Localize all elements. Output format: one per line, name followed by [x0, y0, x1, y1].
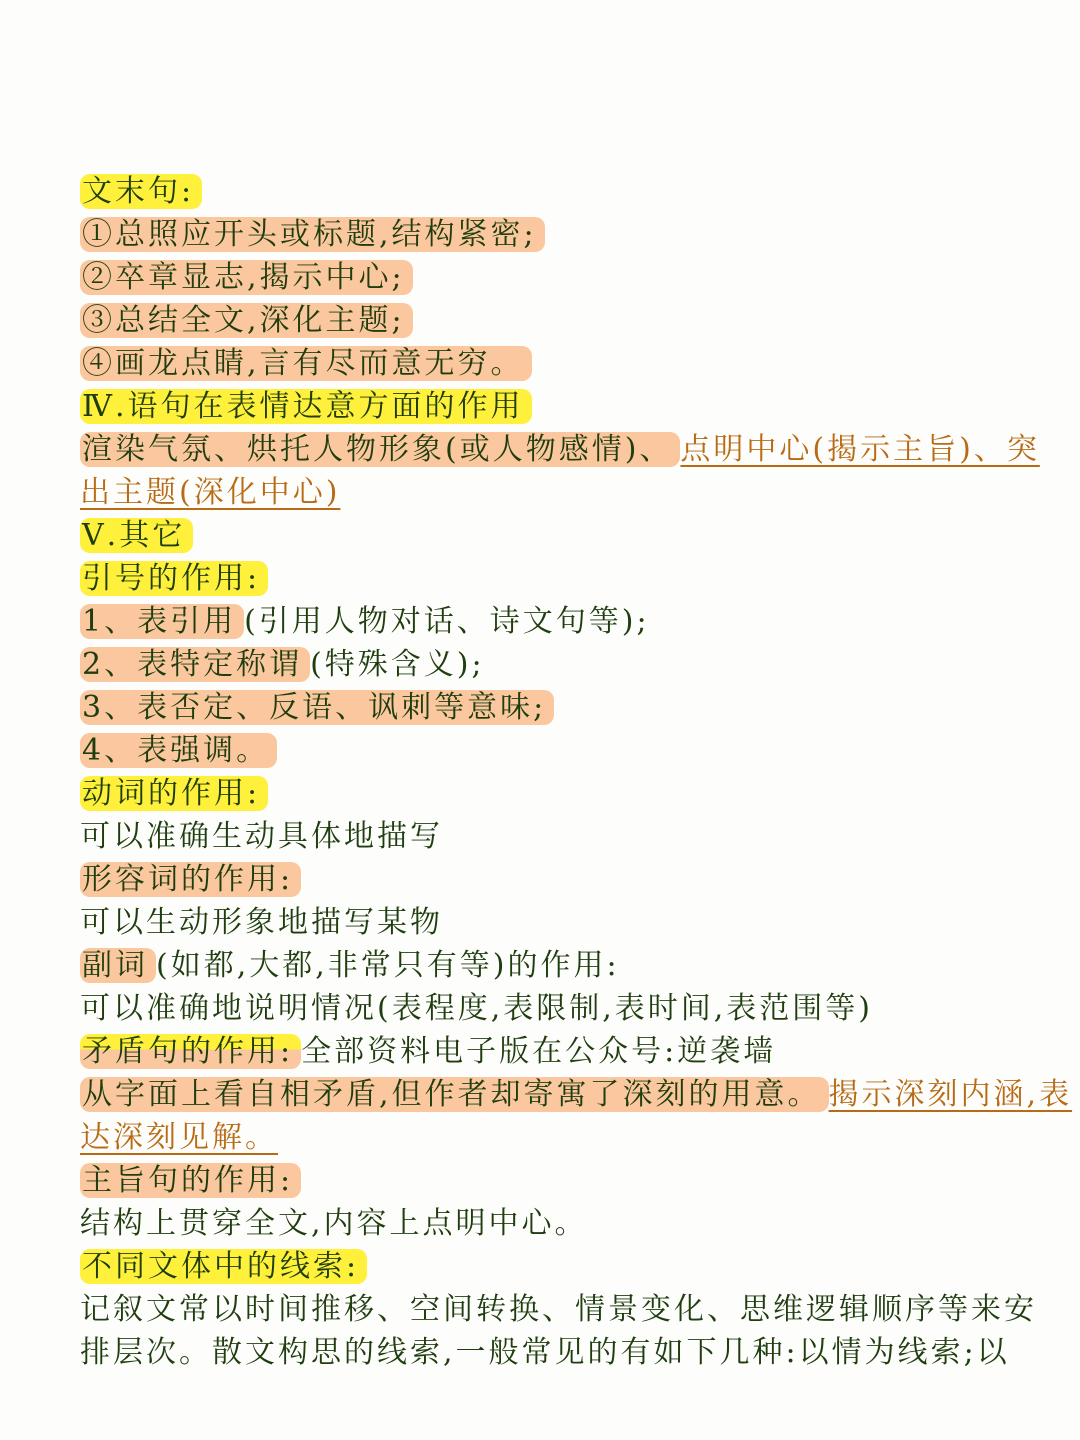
plain-text: 可以准确生动具体地描写 [80, 819, 443, 854]
heading-line-ending-sentence [80, 170, 1040, 213]
plain-text: (引用人物对话、诗文句等); [244, 604, 650, 639]
plain-text: 排层次。散文构思的线索,一般常见的有如下几种:以情为线索;以 [80, 1335, 1010, 1370]
highlighted-text: 从字面上看自相矛盾,但作者却寄寓了深刻的用意。 [80, 1077, 829, 1112]
item-text: ④画龙点睛,言有尽而意无穷。 [80, 346, 532, 381]
heading-text: Ⅴ.其它 [80, 518, 193, 553]
plain-text: (如都,大都,非常只有等)的作用: [156, 948, 620, 983]
list-item [80, 729, 1040, 772]
list-item [80, 299, 1040, 342]
sub-heading-verbs [80, 772, 1040, 815]
plain-text: 可以生动形象地描写某物 [80, 905, 443, 940]
highlighted-text: 渲染气氛、烘托人物形象(或人物感情)、 [80, 432, 680, 467]
text-line [80, 471, 1040, 514]
list-item [80, 256, 1040, 299]
text-line [80, 815, 1040, 858]
sub-heading-contradiction [80, 1030, 1040, 1073]
text-line [80, 1331, 1040, 1374]
sub-heading-clues [80, 1245, 1040, 1288]
item-text: ③总结全文,深化主题; [80, 303, 413, 338]
heading-text: 动词的作用: [80, 776, 268, 811]
text-line [80, 1288, 1040, 1331]
heading-text: 形容词的作用: [80, 862, 301, 897]
item-text: ①总照应开头或标题,结构紧密; [80, 217, 545, 252]
highlighted-text: 1、表引用 [80, 604, 244, 639]
text-line [80, 1202, 1040, 1245]
highlighted-text: 副词 [80, 948, 156, 983]
plain-text: 可以准确地说明情况(表程度,表限制,表时间,表范围等) [80, 991, 874, 1026]
heading-text: 引号的作用: [80, 561, 268, 596]
list-item [80, 213, 1040, 256]
heading-text: 矛盾句的作用: [80, 1034, 301, 1069]
plain-text: 记叙文常以时间推移、空间转换、情景变化、思维逻辑顺序等来安 [80, 1292, 1037, 1327]
section-heading-iv [80, 385, 1040, 428]
highlighted-text: 4、表强调。 [80, 733, 277, 768]
heading-text: Ⅳ.语句在表情达意方面的作用 [80, 389, 532, 424]
text-line [80, 428, 1040, 471]
highlighted-text: 3、表否定、反语、讽刺等意味; [80, 690, 554, 725]
sub-heading-adjectives [80, 858, 1040, 901]
item-text: ②卒章显志,揭示中心; [80, 260, 413, 295]
list-item [80, 686, 1040, 729]
heading-text: 不同文体中的线索: [80, 1249, 367, 1284]
underlined-text: 达深刻见解。 [80, 1120, 278, 1155]
sub-heading-adverbs [80, 944, 1040, 987]
text-line [80, 901, 1040, 944]
text-line [80, 987, 1040, 1030]
sub-heading-quotes [80, 557, 1040, 600]
text-line [80, 1073, 1073, 1116]
underlined-text: 出主题(深化中心) [80, 475, 341, 510]
list-item [80, 643, 1040, 686]
underlined-text: 揭示深刻内涵,表 [828, 1077, 1073, 1112]
heading-text: 文末句: [80, 174, 202, 209]
plain-text: 全部资料电子版在公众号:逆袭墙 [301, 1034, 777, 1069]
plain-text: (特殊含义); [310, 647, 485, 682]
underlined-text: 点明中心(揭示主旨)、突 [680, 432, 1040, 467]
heading-text: 主旨句的作用: [80, 1163, 301, 1198]
list-item [80, 342, 1040, 385]
text-line [80, 1116, 1040, 1159]
sub-heading-theme-sentence [80, 1159, 1040, 1202]
section-heading-v [80, 514, 1040, 557]
highlighted-text: 2、表特定称谓 [80, 647, 310, 682]
plain-text: 结构上贯穿全文,内容上点明中心。 [80, 1206, 588, 1241]
list-item [80, 600, 1040, 643]
